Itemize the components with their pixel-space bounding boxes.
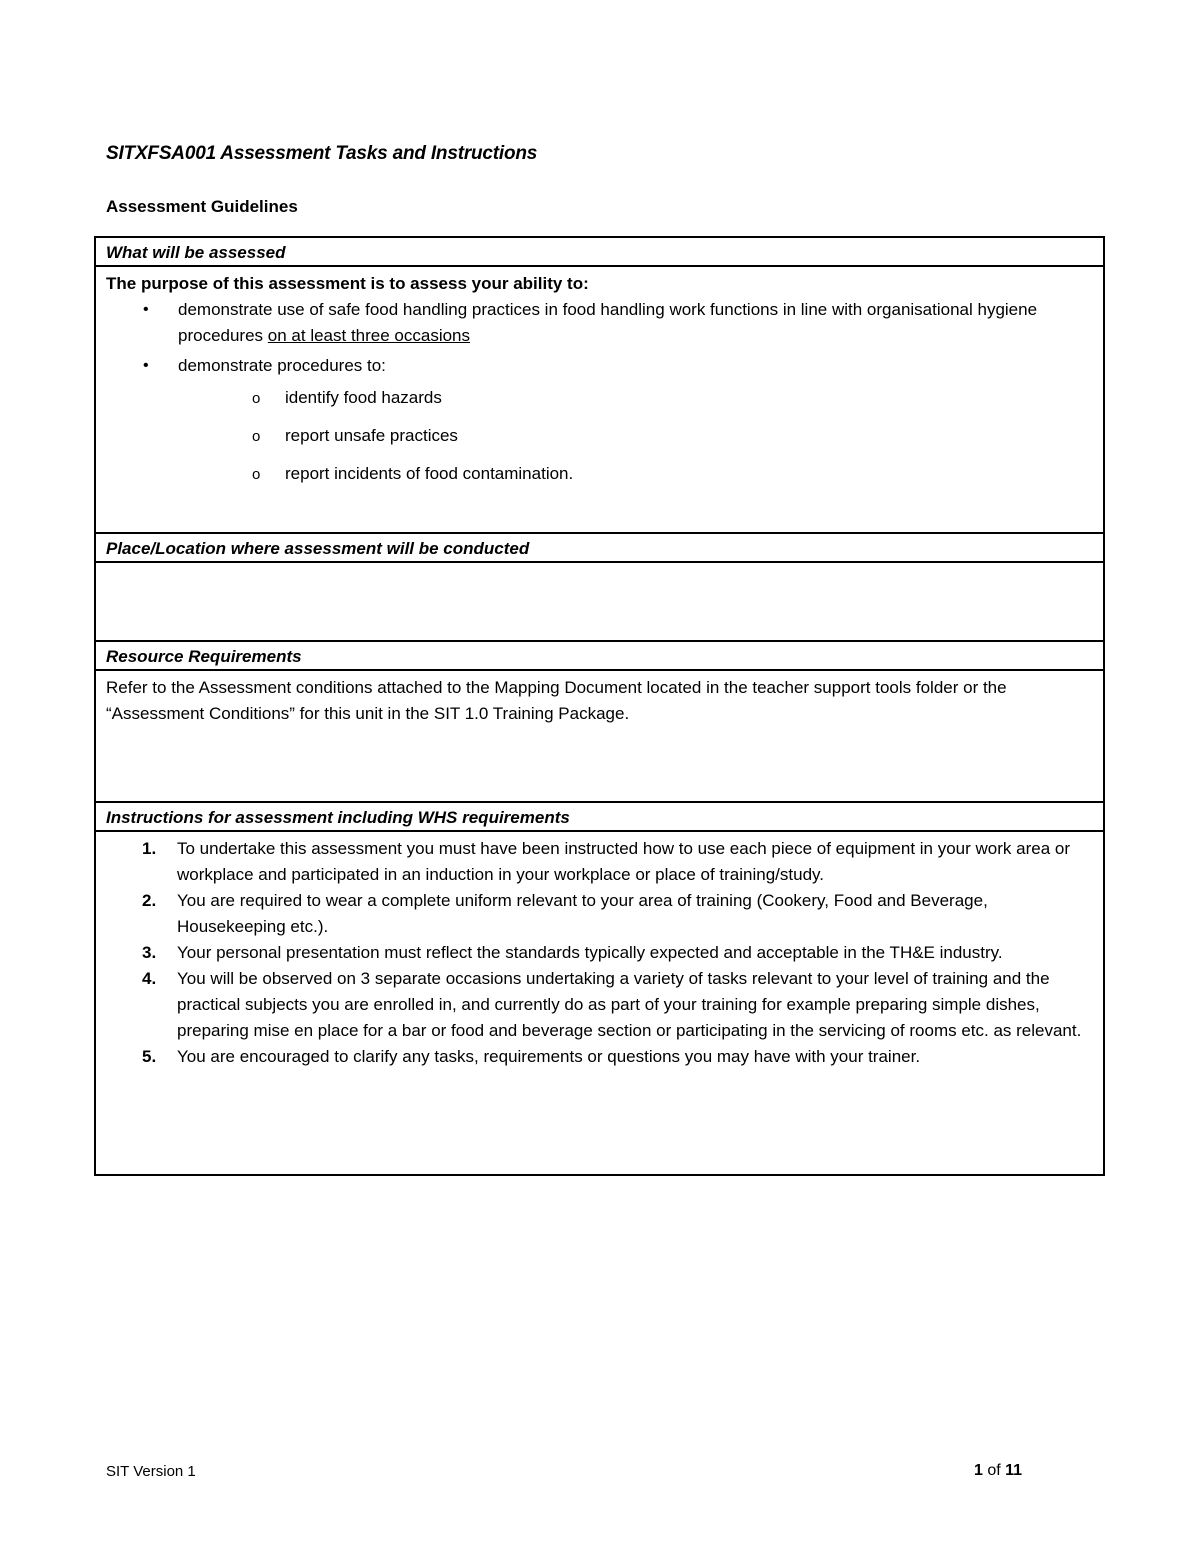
item-number: 4. (142, 969, 157, 988)
list-item (106, 836, 1093, 888)
item-number: 2. (142, 891, 157, 910)
what-assessed-body (96, 267, 1103, 534)
assessment-purpose-intro: The purpose of this assessment is to assess your ability to: (106, 274, 589, 293)
sub-list-item (178, 423, 1093, 449)
instructions-header: Instructions for assessment including WHS requirements (96, 803, 1103, 832)
assessment-guidelines-table (94, 236, 1105, 1176)
sub-item-text: report unsafe practices (285, 426, 458, 445)
item-number: 1. (142, 839, 157, 858)
sub-item-text: identify food hazards (285, 388, 442, 407)
list-item (106, 966, 1093, 1044)
list-item (106, 940, 1093, 966)
page-of: of (987, 1462, 1001, 1479)
sub-list-item (178, 461, 1093, 487)
item-text: You are encouraged to clarify any tasks, requirements or questions you may have with your trainer. (177, 1047, 921, 1066)
sub-item-text: report incidents of food contamination. (285, 464, 574, 483)
page-current: 1 (974, 1462, 983, 1479)
page-number (974, 1462, 1022, 1480)
list-item (106, 353, 1093, 487)
sub-bullet-icon: o (252, 390, 261, 407)
item-text: You will be observed on 3 separate occasions undertaking a variety of tasks relevant to your level of training and the practical subjects you are enrolled in, and currently do as part of your training for example preparing simple dishes, preparing mise en place for a bar or food and beverage section or participating in the servicing of rooms etc. as relevant. (177, 969, 1082, 1040)
resource-body (96, 671, 1103, 803)
location-header: Place/Location where assessment will be conducted (96, 534, 1103, 563)
bullet-icon: • (143, 301, 149, 318)
footer-version: SIT Version 1 (106, 1463, 196, 1480)
bullet-text: demonstrate use of safe food handling practices in food handling work functions in line with organisational hygiene procedures (178, 300, 1038, 345)
bullet-icon: • (143, 357, 149, 374)
item-text: Your personal presentation must reflect the standards typically expected and acceptable in the TH&E industry. (177, 943, 1003, 962)
list-item (106, 297, 1093, 349)
sub-bullet-icon: o (252, 428, 261, 445)
sub-list-item (178, 385, 1093, 411)
page-total: 11 (1005, 1462, 1023, 1479)
resource-header: Resource Requirements (96, 642, 1103, 671)
list-item (106, 1044, 1093, 1070)
location-body (96, 563, 1103, 642)
instructions-list (106, 836, 1093, 1070)
resource-text: Refer to the Assessment conditions attached to the Mapping Document located in the teacher support tools folder or the “Assessment Conditions” for this unit in the SIT 1.0 Training Package. (106, 678, 1007, 723)
item-text: To undertake this assessment you must have been instructed how to use each piece of equipment in your work area or workplace and participated in an induction in your workplace or place of training/study. (177, 839, 1070, 884)
bullet-underlined-text: on at least three occasions (267, 326, 471, 345)
bullet-text: demonstrate procedures to: (178, 356, 386, 375)
section-subtitle: Assessment Guidelines (106, 197, 298, 216)
sub-bullet-icon: o (252, 466, 261, 483)
item-number: 5. (142, 1047, 157, 1066)
instructions-body (96, 832, 1103, 1174)
item-number: 3. (142, 943, 157, 962)
page-title: SITXFSA001 Assessment Tasks and Instructions (106, 143, 538, 164)
what-assessed-header: What will be assessed (96, 238, 1103, 267)
purpose-bullet-list (106, 297, 1093, 487)
list-item (106, 888, 1093, 940)
item-text: You are required to wear a complete uniform relevant to your area of training (Cookery, Food and Beverage, Housekeeping etc.). (177, 891, 988, 936)
